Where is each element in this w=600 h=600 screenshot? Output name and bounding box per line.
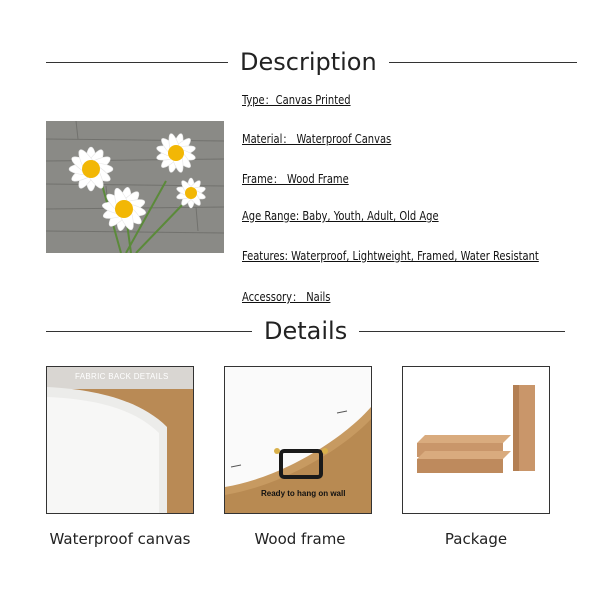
description-title: Description <box>240 48 377 76</box>
product-image-daisies <box>46 121 224 253</box>
fabric-back-label: FABRIC BACK DETAILS <box>75 372 169 381</box>
details-header <box>0 317 600 345</box>
caption-wood-frame: Wood frame <box>254 530 346 548</box>
detail-card-package <box>402 366 550 514</box>
canvas-fabric-illustration <box>47 367 193 513</box>
spec-type: Type：Canvas Printed <box>242 93 351 107</box>
description-header <box>0 48 600 76</box>
header-rule-left <box>46 62 228 63</box>
details-rule-right <box>359 331 565 332</box>
spec-accessory: Accessory： Nails <box>242 290 331 304</box>
caption-package: Package <box>444 530 508 548</box>
details-rule-left <box>46 331 252 332</box>
detail-card-canvas <box>46 366 194 514</box>
spec-material: Material： Waterproof Canvas <box>242 132 392 146</box>
ready-to-hang-label: Ready to hang on wall <box>261 489 346 498</box>
header-rule-right <box>389 62 577 63</box>
caption-waterproof-canvas: Waterproof canvas <box>49 530 191 548</box>
detail-card-frame <box>224 366 372 514</box>
package-boxes-illustration <box>403 367 549 513</box>
spec-frame: Frame： Wood Frame <box>242 172 349 186</box>
daisy-painting-svg <box>46 121 224 253</box>
spec-age-range: Age Range: Baby, Youth, Adult, Old Age <box>242 209 439 223</box>
spec-features: Features: Waterproof, Lightweight, Framed, Water Resistant <box>242 249 539 263</box>
details-title: Details <box>264 317 348 345</box>
